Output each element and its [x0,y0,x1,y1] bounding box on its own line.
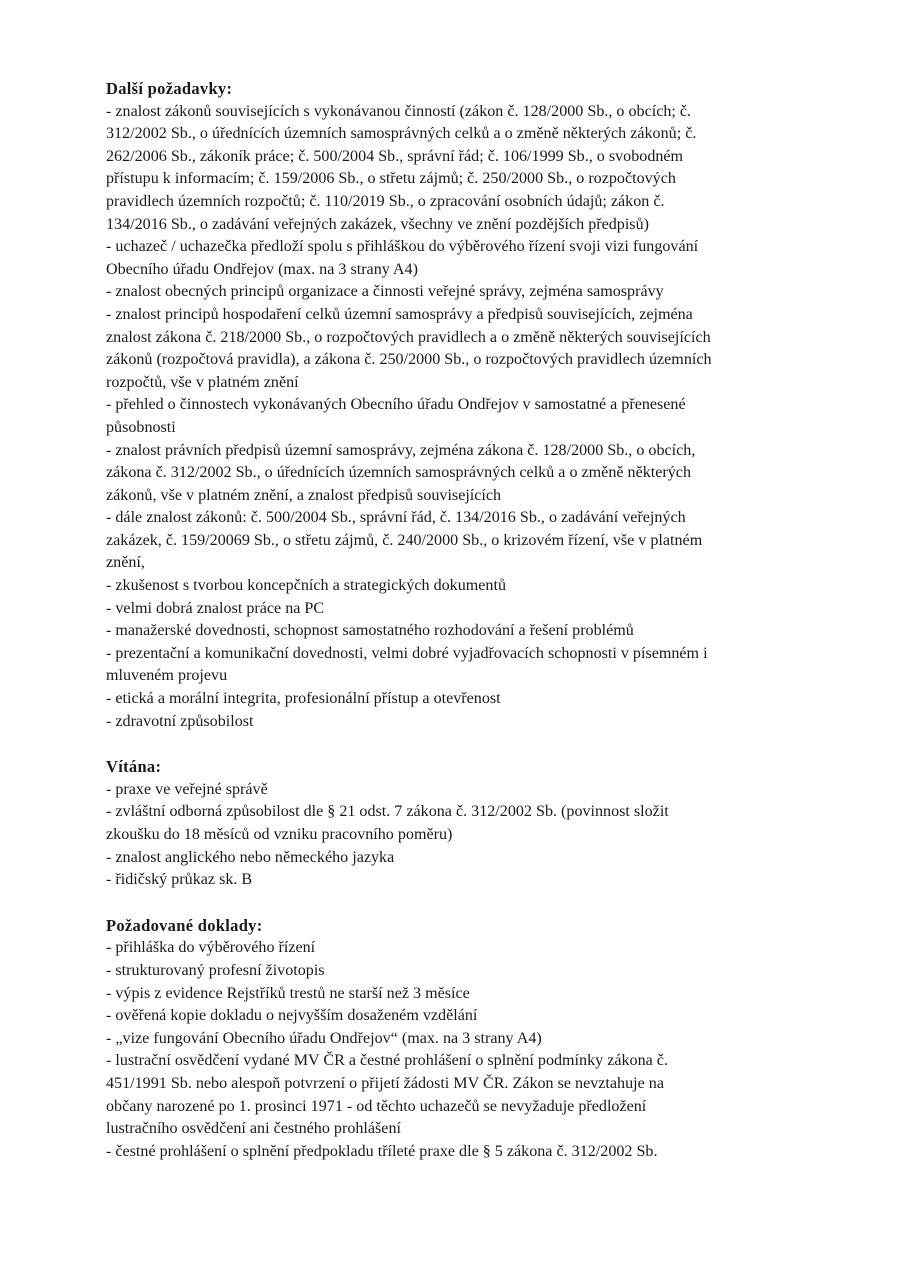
text-line: - přihláška do výběrového řízení [106,939,316,957]
text-line: zákona č. 312/2002 Sb., o úřednících územních samosprávných celků a o změně některých [106,464,691,482]
text-line: - zkušenost s tvorbou koncepčních a strategických dokumentů [106,577,507,595]
text-line: - znalost principů hospodaření celků územní samosprávy a předpisů souvisejících, zejména [106,305,693,323]
text-line: mluveném projevu [106,667,228,685]
text-line: - ověřená kopie dokladu o nejvyšším dosaženém vzdělání [106,1007,478,1025]
text-line: - strukturovaný profesní životopis [106,961,325,979]
text-line: 262/2006 Sb., zákoník práce; č. 500/2004 Sb., správní řád; č. 106/1999 Sb., o svobodném [106,147,684,165]
text-line: - praxe ve veřejné správě [106,780,268,798]
text-line: - znalost obecných principů organizace a činnosti veřejné správy, zejména samosprávy [106,283,664,301]
text-line: zkoušku do 18 měsíců od vzniku pracovního poměru) [106,826,453,843]
section-0 [106,78,806,733]
text-line: - řidičský průkaz sk. B [106,871,253,889]
text-line: 134/2016 Sb., o zadávání veřejných zakázek, všechny ve znění pozdějších předpisů) [106,215,649,233]
text-line: - čestné prohlášení o splnění předpokladu tříleté praxe dle § 5 zákona č. 312/2002 Sb. [106,1142,658,1160]
text-line: lustračního osvědčení ani čestného prohlášení [106,1120,401,1138]
text-line: - znalost anglického nebo německého jazyka [106,848,395,866]
document-page [106,78,806,1163]
section-1 [106,756,806,892]
text-line: Obecního úřadu Ondřejov (max. na 3 strany A4) [106,260,418,278]
text-line: 312/2002 Sb., o úřednících územních samosprávných celků a o změně některých zákonů; č. [106,125,697,143]
text-line: - výpis z evidence Rejstříků trestů ne starší než 3 měsíce [106,984,470,1002]
text-line: rozpočtů, vše v platném znění [106,373,299,391]
text-line: občany narozené po 1. prosinci 1971 - od těchto uchazečů se nevyžaduje předložení [106,1097,647,1115]
text-line: - zvláštní odborná způsobilost dle § 21 odst. 7 zákona č. 312/2002 Sb. (povinnost složit [106,803,669,821]
text-line: přístupu k informacím; č. 159/2006 Sb., o střetu zájmů; č. 250/2000 Sb., o rozpočtových [106,170,676,188]
text-line: - uchazeč / uchazečka předloží spolu s přihláškou do výběrového řízení svoji vizi fungování [106,238,699,256]
section-2 [106,915,806,1164]
text-line: pravidlech územních rozpočtů; č. 110/2019 Sb., o zpracování osobních údajů; zákon č. [106,192,665,210]
text-line: - velmi dobrá znalost práce na PC [106,599,325,617]
text-line: 451/1991 Sb. nebo alespoň potvrzení o přijetí žádosti MV ČR. Zákon se nevztahuje na [106,1074,664,1092]
text-line: - lustrační osvědčení vydané MV ČR a čestné prohlášení o splnění podmínky zákona č. [106,1052,668,1070]
section-gap [106,892,806,915]
text-line: zákonů, vše v platném znění, a znalost předpisů souvisejících [106,486,502,504]
text-line: zákonů (rozpočtová pravidla), a zákona č. 250/2000 Sb., o rozpočtových pravidlech územních [106,351,712,369]
text-line: - dále znalost zákonů: č. 500/2004 Sb., správní řád, č. 134/2016 Sb., o zadávání veřejných [106,509,686,527]
text-line: - prezentační a komunikační dovednosti, velmi dobré vyjadřovacích schopnosti v písemném i [106,644,708,662]
text-line: - manažerské dovednosti, schopnost samostatného rozhodování a řešení problémů [106,622,634,640]
text-line: - znalost právních předpisů územní samosprávy, zejména zákona č. 128/2000 Sb., o obcích, [106,441,696,459]
text-line: znalost zákona č. 218/2000 Sb., o rozpočtových pravidlech a o změně některých souvisejících [106,328,711,346]
text-line: zakázek, č. 159/20069 Sb., o střetu zájmů, č. 240/2000 Sb., o krizovém řízení, vše v platném [106,531,703,549]
section-heading: Další požadavky: [106,79,233,98]
text-line: znění, [106,554,145,572]
section-gap [106,733,806,756]
text-line: - „vize fungování Obecního úřadu Ondřejov“ (max. na 3 strany A4) [106,1029,542,1047]
text-line: - přehled o činnostech vykonávaných Obecního úřadu Ondřejov v samostatné a přenesené [106,396,686,414]
text-line: - zdravotní způsobilost [106,712,254,730]
text-line: působnosti [106,418,176,436]
text-line: - etická a morální integrita, profesionální přístup a otevřenost [106,690,501,708]
text-line: - znalost zákonů souvisejících s vykonávanou činností (zákon č. 128/2000 Sb., o obcích; č. [106,102,692,120]
section-heading: Požadované doklady: [106,915,263,935]
section-heading: Vítána: [106,757,162,777]
